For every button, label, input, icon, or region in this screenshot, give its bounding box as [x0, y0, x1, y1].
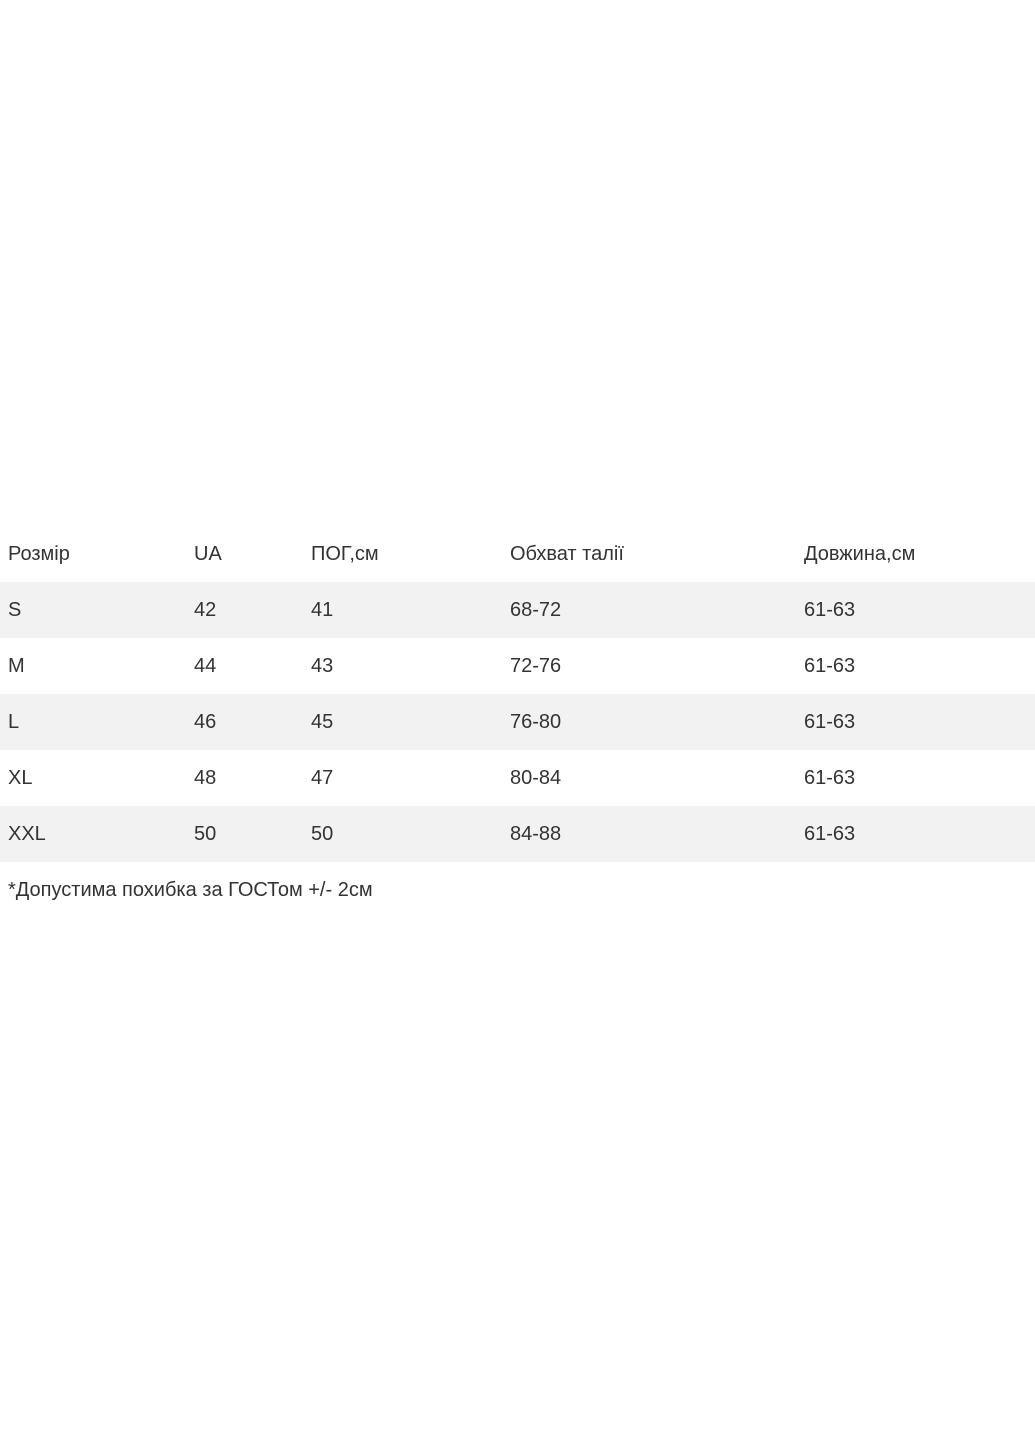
- cell-size: M: [8, 655, 25, 677]
- cell-chest: 47: [311, 767, 334, 789]
- size-chart-table: [0, 526, 1035, 862]
- header-chest: ПОГ,см: [311, 543, 379, 565]
- cell-waist: 68-72: [510, 599, 562, 621]
- cell-chest: 50: [311, 823, 334, 845]
- cell-waist: 84-88: [510, 823, 562, 845]
- table-row: [0, 694, 1035, 750]
- header-ua: UA: [194, 543, 222, 565]
- cell-length: 61-63: [804, 823, 856, 845]
- header-size: Розмір: [8, 543, 70, 565]
- cell-length: 61-63: [804, 711, 856, 733]
- cell-chest: 41: [311, 599, 334, 621]
- cell-size: S: [8, 599, 22, 621]
- cell-waist: 76-80: [510, 711, 562, 733]
- header-length: Довжина,см: [804, 543, 916, 565]
- cell-ua: 50: [194, 823, 217, 845]
- cell-waist: 72-76: [510, 655, 562, 677]
- table-row: [0, 638, 1035, 694]
- cell-chest: 43: [311, 655, 334, 677]
- cell-length: 61-63: [804, 655, 856, 677]
- header-waist: Обхват талії: [510, 543, 624, 565]
- cell-ua: 48: [194, 767, 217, 789]
- cell-size: XXL: [8, 823, 46, 845]
- cell-size: L: [8, 711, 20, 733]
- cell-ua: 44: [194, 655, 217, 677]
- cell-length: 61-63: [804, 767, 856, 789]
- table-row: [0, 750, 1035, 806]
- tolerance-note: *Допустима похибка за ГОСТом +/- 2см: [8, 879, 373, 901]
- cell-size: XL: [8, 767, 33, 789]
- cell-length: 61-63: [804, 599, 856, 621]
- table-row: [0, 806, 1035, 862]
- cell-ua: 46: [194, 711, 217, 733]
- cell-ua: 42: [194, 599, 217, 621]
- cell-waist: 80-84: [510, 767, 562, 789]
- table-header-row: [0, 526, 1035, 582]
- table-row: [0, 582, 1035, 638]
- cell-chest: 45: [311, 711, 334, 733]
